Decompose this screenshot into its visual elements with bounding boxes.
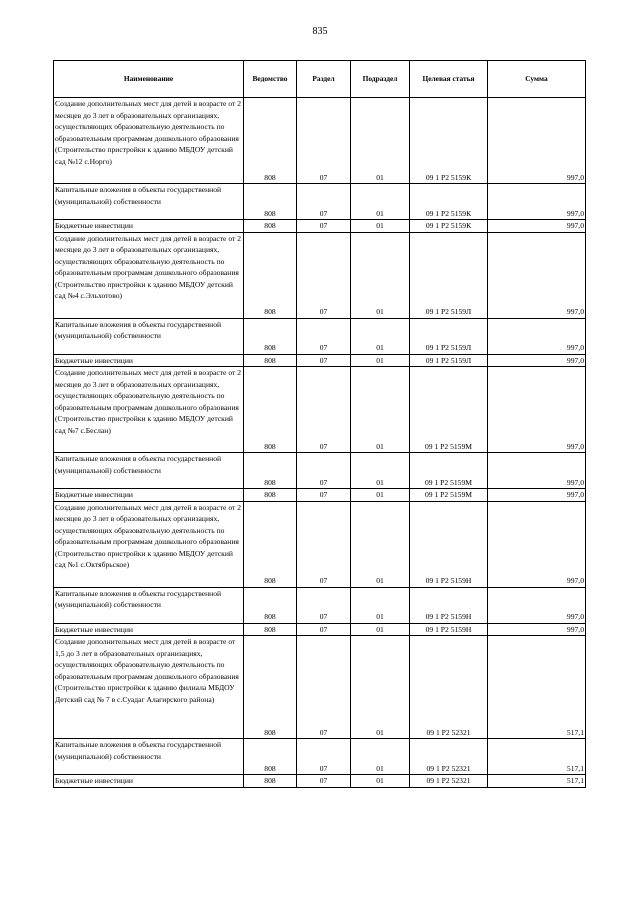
cell-dept: 808 [244, 453, 297, 489]
cell-section: 07 [297, 501, 351, 587]
cell-target: 09 1 Р2 5159К [410, 220, 488, 233]
cell-name: Капитальные вложения в объекты государственной (муниципальной) собственности [54, 318, 244, 354]
cell-name: Создание дополнительных мест для детей в возрасте от 2 месяцев до 3 лет в образовательных организациях, осуществляющих образовательную деятельность по образовательным программам дошкольного образования (Строительство пристройки к зданию МБДОУ детский сад №4 с.Эльхотово) [54, 232, 244, 318]
cell-sum: 997,0 [488, 623, 586, 636]
table-row [54, 587, 586, 623]
cell-sum: 997,0 [488, 489, 586, 502]
cell-section: 07 [297, 587, 351, 623]
table-row [54, 636, 586, 739]
table-row [54, 739, 586, 775]
cell-dept: 808 [244, 98, 297, 184]
cell-dept: 808 [244, 501, 297, 587]
cell-name: Создание дополнительных мест для детей в возрасте от 2 месяцев до 3 лет в образовательных организациях, осуществляющих образовательную деятельность по образовательным программам дошкольного образования (Строительство пристройки к зданию МБДОУ детский сад №7 с.Беслан) [54, 367, 244, 453]
cell-dept: 808 [244, 354, 297, 367]
table-row [54, 775, 586, 788]
cell-name: Бюджетные инвестиции [54, 623, 244, 636]
cell-dept: 808 [244, 775, 297, 788]
cell-subsection: 01 [351, 623, 410, 636]
cell-sum: 997,0 [488, 587, 586, 623]
cell-subsection: 01 [351, 501, 410, 587]
cell-target: 09 1 Р2 5159Н [410, 587, 488, 623]
cell-target: 09 1 Р2 5159М [410, 367, 488, 453]
cell-section: 07 [297, 489, 351, 502]
table-row [54, 489, 586, 502]
cell-section: 07 [297, 453, 351, 489]
page-number: 835 [312, 26, 328, 37]
cell-section: 07 [297, 367, 351, 453]
cell-subsection: 01 [351, 739, 410, 775]
cell-section: 07 [297, 775, 351, 788]
table-row [54, 220, 586, 233]
cell-section: 07 [297, 220, 351, 233]
table-row [54, 184, 586, 220]
cell-dept: 808 [244, 220, 297, 233]
cell-name: Капитальные вложения в объекты государственной (муниципальной) собственности [54, 453, 244, 489]
table-row [54, 453, 586, 489]
cell-target: 09 1 Р2 5159Н [410, 501, 488, 587]
col-header-subsection: Подраздел [351, 61, 410, 98]
cell-name: Капитальные вложения в объекты государственной (муниципальной) собственности [54, 184, 244, 220]
cell-subsection: 01 [351, 775, 410, 788]
cell-name: Бюджетные инвестиции [54, 220, 244, 233]
budget-table [53, 60, 586, 788]
cell-target: 09 1 Р2 52321 [410, 636, 488, 739]
cell-name: Создание дополнительных мест для детей в возрасте от 2 месяцев до 3 лет в образовательных организациях, осуществляющих образовательную деятельность по образовательным программам дошкольного образования (Строительство пристройки к зданию МБДОУ детский сад №12 с.Норго) [54, 98, 244, 184]
cell-target: 09 1 Р2 5159М [410, 489, 488, 502]
cell-dept: 808 [244, 184, 297, 220]
cell-section: 07 [297, 636, 351, 739]
cell-name: Бюджетные инвестиции [54, 489, 244, 502]
cell-sum: 517,1 [488, 775, 586, 788]
cell-target: 09 1 Р2 5159Н [410, 623, 488, 636]
cell-sum: 517,1 [488, 636, 586, 739]
cell-subsection: 01 [351, 184, 410, 220]
table-row [54, 354, 586, 367]
col-header-name: Наименование [54, 61, 244, 98]
cell-target: 09 1 Р2 5159М [410, 453, 488, 489]
cell-target: 09 1 Р2 5159Л [410, 318, 488, 354]
cell-dept: 808 [244, 587, 297, 623]
cell-sum: 517,1 [488, 739, 586, 775]
col-header-sum: Сумма [488, 61, 586, 98]
cell-name: Бюджетные инвестиции [54, 775, 244, 788]
table-row [54, 623, 586, 636]
cell-section: 07 [297, 623, 351, 636]
cell-dept: 808 [244, 636, 297, 739]
cell-target: 09 1 Р2 5159К [410, 184, 488, 220]
cell-sum: 997,0 [488, 501, 586, 587]
table-row [54, 501, 586, 587]
cell-subsection: 01 [351, 453, 410, 489]
cell-dept: 808 [244, 232, 297, 318]
cell-sum: 997,0 [488, 354, 586, 367]
table-row [54, 98, 586, 184]
col-header-dept: Ведомство [244, 61, 297, 98]
cell-section: 07 [297, 318, 351, 354]
cell-dept: 808 [244, 367, 297, 453]
cell-target: 09 1 Р2 5159Л [410, 354, 488, 367]
cell-name: Создание дополнительных мест для детей в возрасте от 1,5 до 3 лет в образовательных организациях, осуществляющих образовательную деятельность по образовательным программам дошкольного образования (Строительство пристройки к зданию филиала МБДОУ Детский сад № 7 в с.Суадаг Алагирского района) [54, 636, 244, 739]
cell-subsection: 01 [351, 636, 410, 739]
cell-subsection: 01 [351, 318, 410, 354]
col-header-target: Целевая статья [410, 61, 488, 98]
cell-name: Капитальные вложения в объекты государственной (муниципальной) собственности [54, 587, 244, 623]
cell-target: 09 1 Р2 5159Л [410, 232, 488, 318]
cell-target: 09 1 Р2 52321 [410, 739, 488, 775]
col-header-section: Раздел [297, 61, 351, 98]
cell-sum: 997,0 [488, 220, 586, 233]
table-row [54, 367, 586, 453]
cell-sum: 997,0 [488, 98, 586, 184]
cell-sum: 997,0 [488, 453, 586, 489]
cell-section: 07 [297, 184, 351, 220]
cell-subsection: 01 [351, 98, 410, 184]
cell-sum: 997,0 [488, 184, 586, 220]
cell-dept: 808 [244, 739, 297, 775]
cell-sum: 997,0 [488, 318, 586, 354]
cell-subsection: 01 [351, 489, 410, 502]
cell-target: 09 1 Р2 5159К [410, 98, 488, 184]
cell-section: 07 [297, 232, 351, 318]
cell-subsection: 01 [351, 354, 410, 367]
cell-subsection: 01 [351, 587, 410, 623]
cell-name: Капитальные вложения в объекты государственной (муниципальной) собственности [54, 739, 244, 775]
table-row [54, 232, 586, 318]
cell-name: Бюджетные инвестиции [54, 354, 244, 367]
cell-target: 09 1 Р2 52321 [410, 775, 488, 788]
cell-section: 07 [297, 98, 351, 184]
cell-dept: 808 [244, 489, 297, 502]
table-header-row [54, 61, 586, 98]
table-row [54, 318, 586, 354]
cell-sum: 997,0 [488, 232, 586, 318]
cell-section: 07 [297, 739, 351, 775]
cell-subsection: 01 [351, 220, 410, 233]
cell-sum: 997,0 [488, 367, 586, 453]
cell-subsection: 01 [351, 232, 410, 318]
cell-name: Создание дополнительных мест для детей в возрасте от 2 месяцев до 3 лет в образовательных организациях, осуществляющих образовательную деятельность по образовательным программам дошкольного образования (Строительство пристройки к зданию МБДОУ детский сад №1 с.Октябрьское) [54, 501, 244, 587]
cell-dept: 808 [244, 318, 297, 354]
cell-section: 07 [297, 354, 351, 367]
cell-subsection: 01 [351, 367, 410, 453]
cell-dept: 808 [244, 623, 297, 636]
